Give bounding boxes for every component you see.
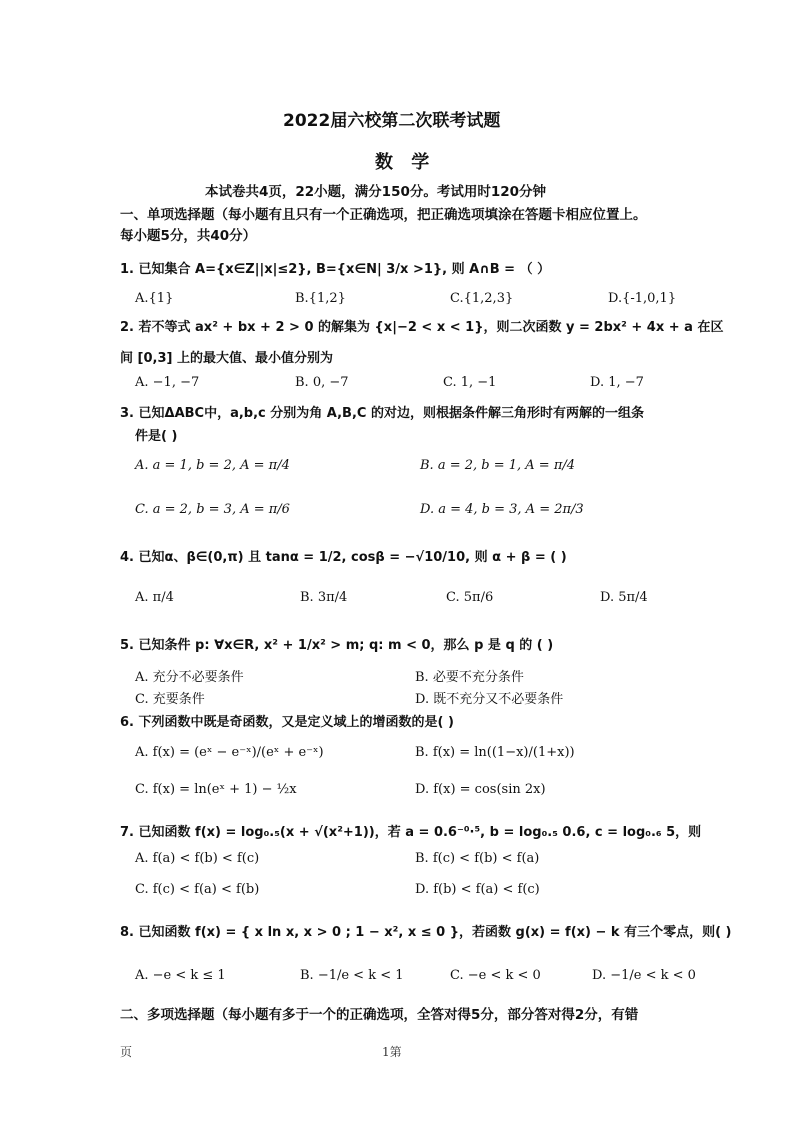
question-5-stem: 5. 已知条件 p: ∀x∈R, x² + 1/x² > m; q: m < 0，那么 p 是 q 的 ( ) — [120, 638, 554, 653]
q2-option-b: B. 0, −7 — [295, 375, 349, 390]
question-2-stem-line2: 间 [0,3] 上的最大值、最小值分别为 — [120, 351, 333, 366]
q6-option-a: A. f(x) = (eˣ − e⁻ˣ)/(eˣ + e⁻ˣ) — [135, 745, 324, 760]
q5-option-b: B. 必要不充分条件 — [415, 670, 524, 685]
q7-option-b: B. f(c) < f(b) < f(a) — [415, 851, 540, 866]
q2-option-a: A. −1, −7 — [135, 375, 200, 390]
q1-option-d: D.{-1,0,1} — [608, 291, 677, 306]
q7-option-c: C. f(c) < f(a) < f(b) — [135, 882, 260, 897]
q6-option-b: B. f(x) = ln((1−x)/(1+x)) — [415, 745, 575, 760]
section2-heading: 二、多项选择题（每小题有多于一个的正确选项，全答对得5分，部分答对得2分，有错 — [120, 1007, 639, 1023]
footer-page-number: 1第 — [382, 1045, 402, 1059]
question-7-stem: 7. 已知函数 f(x) = log₀.₅(x + √(x²+1))，若 a = 0.6⁻⁰·⁵, b = log₀.₅ 0.6, c = log₀.₆ 5，则 — [120, 825, 702, 840]
question-1-stem: 1. 已知集合 A={x∈Z||x|≤2}, B={x∈N| 3/x >1}, 则 A∩B = （ ） — [120, 262, 551, 277]
section1-heading-line2: 每小题5分，共40分） — [120, 228, 257, 244]
q1-option-a: A.{1} — [135, 291, 174, 306]
exam-title: 2022届六校第二次联考试题 — [283, 111, 501, 131]
q4-option-b: B. 3π/4 — [300, 590, 348, 605]
q3-option-d: D. a = 4, b = 3, A = 2π/3 — [420, 502, 584, 517]
q7-option-d: D. f(b) < f(a) < f(c) — [415, 882, 540, 897]
q5-option-a: A. 充分不必要条件 — [135, 670, 244, 685]
q2-option-c: C. 1, −1 — [443, 375, 497, 390]
q8-option-a: A. −e < k ≤ 1 — [135, 968, 226, 983]
subject-title: 数 学 — [375, 152, 436, 173]
q2-option-d: D. 1, −7 — [590, 375, 644, 390]
q7-option-a: A. f(a) < f(b) < f(c) — [135, 851, 260, 866]
question-3-stem-line1: 3. 已知ΔABC中，a,b,c 分别为角 A,B,C 的对边，则根据条件解三角形时有两解的一组条 — [120, 406, 644, 421]
q5-option-c: C. 充要条件 — [135, 692, 205, 707]
q5-option-d: D. 既不充分又不必要条件 — [415, 692, 564, 707]
q3-option-c: C. a = 2, b = 3, A = π/6 — [135, 502, 290, 517]
q4-option-c: C. 5π/6 — [446, 590, 494, 605]
q8-option-b: B. −1/e < k < 1 — [300, 968, 404, 983]
q3-option-b: B. a = 2, b = 1, A = π/4 — [420, 458, 576, 473]
q4-option-d: D. 5π/4 — [600, 590, 648, 605]
q1-option-c: C.{1,2,3} — [450, 291, 514, 306]
question-6-stem: 6. 下列函数中既是奇函数，又是定义域上的增函数的是( ) — [120, 715, 454, 730]
q4-option-a: A. π/4 — [135, 590, 174, 605]
exam-info: 本试卷共4页，22小题，满分150分。考试用时120分钟 — [205, 184, 547, 200]
q6-option-d: D. f(x) = cos(sin 2x) — [415, 782, 546, 797]
question-8-stem: 8. 已知函数 f(x) = { x ln x, x > 0 ; 1 − x², x ≤ 0 }，若函数 g(x) = f(x) − k 有三个零点，则( ) — [120, 925, 732, 940]
q8-option-c: C. −e < k < 0 — [450, 968, 541, 983]
question-2-stem-line1: 2. 若不等式 ax² + bx + 2 > 0 的解集为 {x|−2 < x < 1}，则二次函数 y = 2bx² + 4x + a 在区 — [120, 320, 724, 335]
q8-option-d: D. −1/e < k < 0 — [592, 968, 696, 983]
q3-option-a: A. a = 1, b = 2, A = π/4 — [135, 458, 290, 473]
section1-heading-line1: 一、单项选择题（每小题有且只有一个正确选项，把正确选项填涂在答题卡相应位置上。 — [120, 207, 647, 223]
q1-option-b: B.{1,2} — [295, 291, 346, 306]
question-4-stem: 4. 已知α、β∈(0,π) 且 tanα = 1/2, cosβ = −√10/10, 则 α + β = ( ) — [120, 550, 567, 565]
question-3-stem-line2: 件是( ) — [135, 429, 178, 444]
footer-left: 页 — [120, 1045, 133, 1059]
q6-option-c: C. f(x) = ln(eˣ + 1) − ½x — [135, 782, 297, 797]
